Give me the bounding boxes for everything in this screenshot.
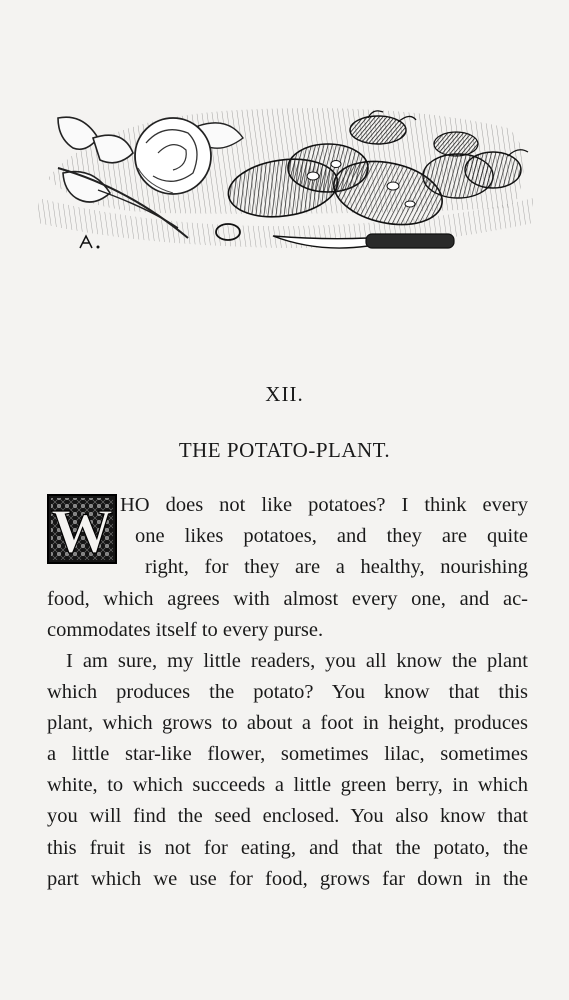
body-line: commodates itself to every purse. bbox=[47, 619, 324, 641]
body-line: white, to which succeeds a little green berry, in which bbox=[47, 774, 528, 796]
body-line: I am sure, my little readers, you all know the plant bbox=[66, 650, 528, 672]
body-line: one likes potatoes, and they are quite bbox=[135, 525, 528, 547]
body-line: you will find the seed enclosed. You also know that bbox=[47, 805, 528, 827]
body-line: this fruit is not for eating, and that the potato, the bbox=[47, 837, 528, 859]
body-line: which produces the potato? You know that this bbox=[47, 681, 528, 703]
body-line: part which we use for food, grows far down in the bbox=[47, 868, 528, 890]
body-line: food, which agrees with almost every one, and ac- bbox=[47, 588, 528, 610]
chapter-number: XII. bbox=[265, 382, 304, 406]
body-line: a little star-like flower, sometimes lilac, sometimes bbox=[47, 743, 528, 765]
body-line: plant, which grows to about a foot in height, produces bbox=[47, 712, 528, 734]
chapter-title: THE POTATO-PLANT. bbox=[178, 438, 391, 462]
body-line: right, for they are a healthy, nourishing bbox=[145, 556, 528, 578]
potato-still-life-illustration bbox=[38, 98, 538, 266]
drop-cap-initial bbox=[47, 494, 117, 564]
drop-cap-letter: W bbox=[51, 498, 113, 564]
body-line: HO does not like potatoes? I think every bbox=[120, 494, 528, 516]
